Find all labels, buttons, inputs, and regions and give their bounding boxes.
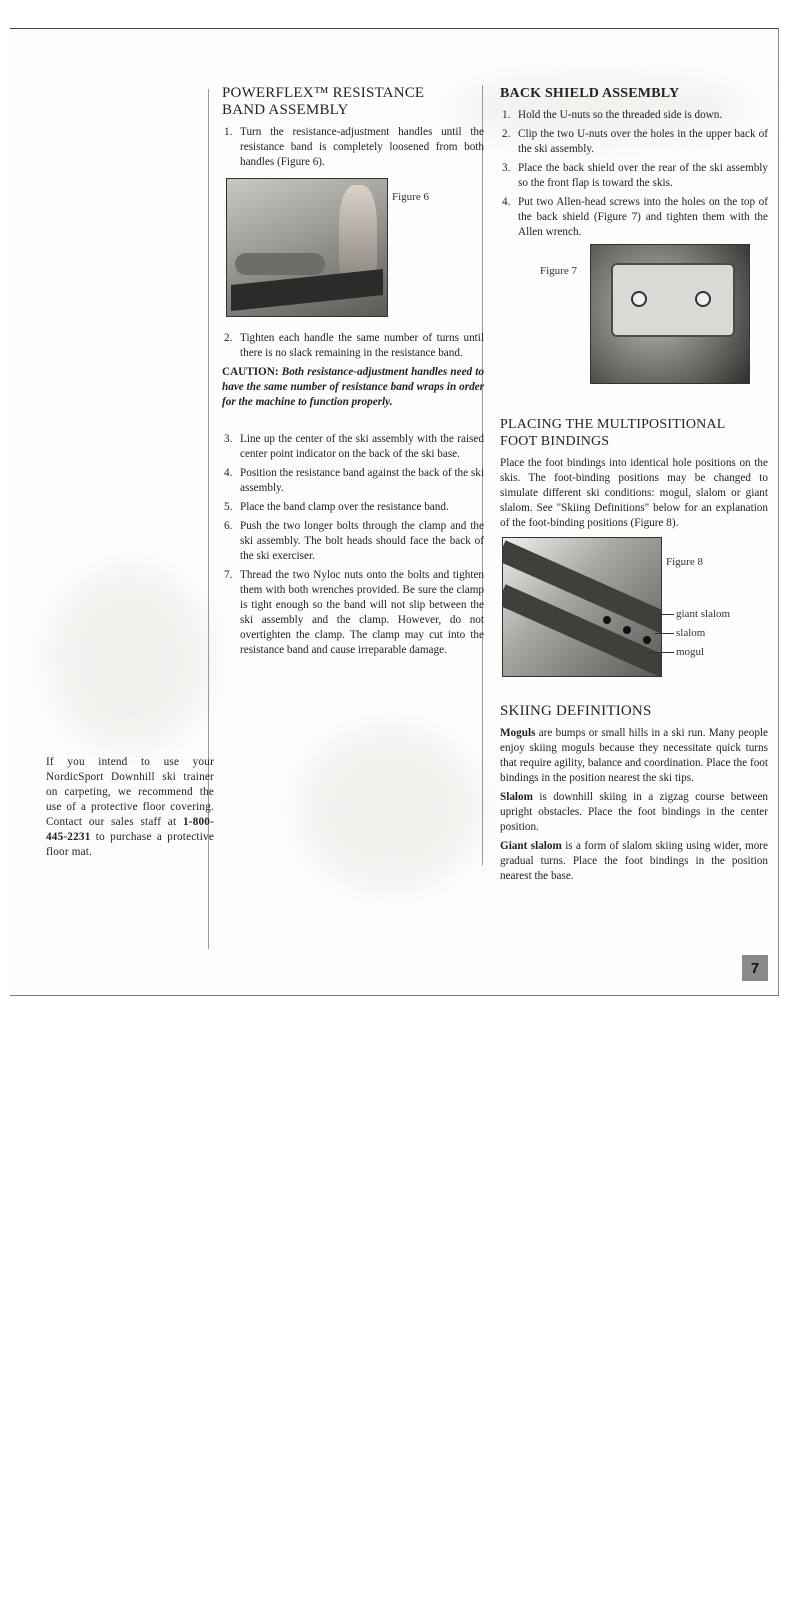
step-text: Line up the center of the ski assembly with the raised center point indicator on the back of the ski base. [240, 433, 484, 460]
step-item [222, 432, 484, 462]
step-text: Clip the two U-nuts over the holes in the upper back of the ski assembly. [518, 128, 768, 155]
figure-8-label: Figure 8 [666, 556, 703, 568]
step-text: Position the resistance band against the back of the ski assembly. [240, 467, 484, 494]
step-number: 2. [502, 128, 511, 140]
step-text: Put two Allen-head screws into the holes on the top of the back shield (Figure 7) and tighten them with the Allen wrench. [518, 196, 768, 238]
step-item [500, 108, 768, 123]
step-number: 1. [502, 109, 511, 121]
step-number: 4. [502, 196, 511, 208]
background-smudge [300, 729, 480, 889]
step-item [222, 331, 484, 361]
step-number: 2. [224, 332, 233, 344]
resistance-band-section [222, 85, 484, 662]
figure-7-photo [590, 244, 750, 384]
foot-bindings-text: Place the foot bindings into identical hole positions on the skis. The foot-binding positions may be changed to simulate different ski conditions: mogul, slalom or giant slalom. See "Skiing Definitions" below for an explanation of the foot-binding positions (Figure 8). [500, 457, 768, 529]
step-text: Hold the U-nuts so the threaded side is down. [518, 109, 723, 121]
step-list [222, 125, 484, 170]
sidebar-text: If you intend to use your NordicSport Downhill ski trainer on carpeting, we recommend the use of a protective floor covering. Contact our sales staff at [46, 756, 214, 828]
figure-7 [500, 244, 768, 388]
step-item [222, 500, 484, 515]
figure-6-photo [226, 178, 388, 317]
step-number: 3. [502, 162, 511, 174]
section-heading: POWERFLEX™ RESISTANCE BAND ASSEMBLY [222, 85, 425, 118]
sidebar-note [46, 755, 214, 860]
step-item [222, 568, 484, 658]
callout-slalom: slalom [676, 627, 706, 639]
sidebar-phone: 1-800-445-2231 [46, 816, 214, 843]
step-item [222, 466, 484, 496]
foot-bindings-heading: PLACING THE MULTIPOSITIONAL FOOT BINDINGS [500, 417, 726, 449]
skiing-definitions-heading: SKIING DEFINITIONS [500, 703, 652, 719]
definition-giant-slalom: Giant slalom is a form of slalom skiing using wider, more gradual turns. Place the foot bindings in the position nearest the base. [500, 840, 768, 882]
step-item [222, 519, 484, 564]
definition-moguls: Moguls are bumps or small hills in a ski run. Many people enjoy skiing moguls because they necessitate quick turns that require agility, balance and coordination. Place the foot bindings in the position nearest the ski tips. [500, 727, 768, 784]
caution-note: CAUTION: Both resistance-adjustment handles need to have the same number of resistance band wraps in order for the machine to function properly. [222, 366, 484, 408]
step-item [500, 127, 768, 157]
back-shield-heading: BACK SHIELD ASSEMBLY [500, 86, 680, 101]
figure-7-label: Figure 7 [540, 265, 577, 277]
step-list [222, 331, 484, 361]
step-item [500, 161, 768, 191]
step-list [500, 108, 768, 240]
step-number: 3. [224, 433, 233, 445]
figure-8-photo [502, 537, 662, 677]
step-list [222, 432, 484, 658]
step-item [222, 125, 484, 170]
step-number: 5. [224, 501, 233, 513]
step-number: 4. [224, 467, 233, 479]
callout-giant-slalom: giant slalom [676, 608, 731, 620]
step-text: Place the back shield over the rear of the ski assembly so the front flap is toward the skis. [518, 162, 768, 189]
step-text: Place the band clamp over the resistance band. [240, 501, 449, 513]
callout-mogul: mogul [676, 646, 705, 658]
sidebar-text-after: to purchase a protective floor mat. [46, 831, 215, 858]
step-item [500, 195, 768, 240]
figure-6-label: Figure 6 [392, 191, 429, 203]
page-number: 7 [742, 955, 768, 981]
step-text: Turn the resistance-adjustment handles until the resistance band is completely loosened from both handles (Figure 6). [240, 126, 484, 168]
right-column [500, 85, 768, 888]
figure-8 [500, 537, 768, 683]
background-smudge [50, 569, 210, 749]
step-number: 6. [224, 520, 233, 532]
definition-slalom: Slalom is downhill skiing in a zigzag course between upright obstacles. Place the foot bindings in the center position. [500, 791, 768, 833]
step-number: 7. [224, 569, 233, 581]
manual-page [10, 28, 779, 996]
figure-6 [222, 178, 484, 317]
step-number: 1. [224, 126, 233, 138]
step-text: Thread the two Nyloc nuts onto the bolts and tighten them with both wrenches provided. Be sure the clamp is tight enough so the band will not slip between the ski assembly and the clamp. However, do not overtighten the clamp. The clamp may cut into the resistance band and cause irreparable damage. [240, 569, 484, 656]
step-text: Tighten each handle the same number of turns until there is no slack remaining in the resistance band. [240, 332, 484, 359]
step-text: Push the two longer bolts through the clamp and the ski assembly. The bolt heads should face the back of the ski exerciser. [240, 520, 484, 562]
